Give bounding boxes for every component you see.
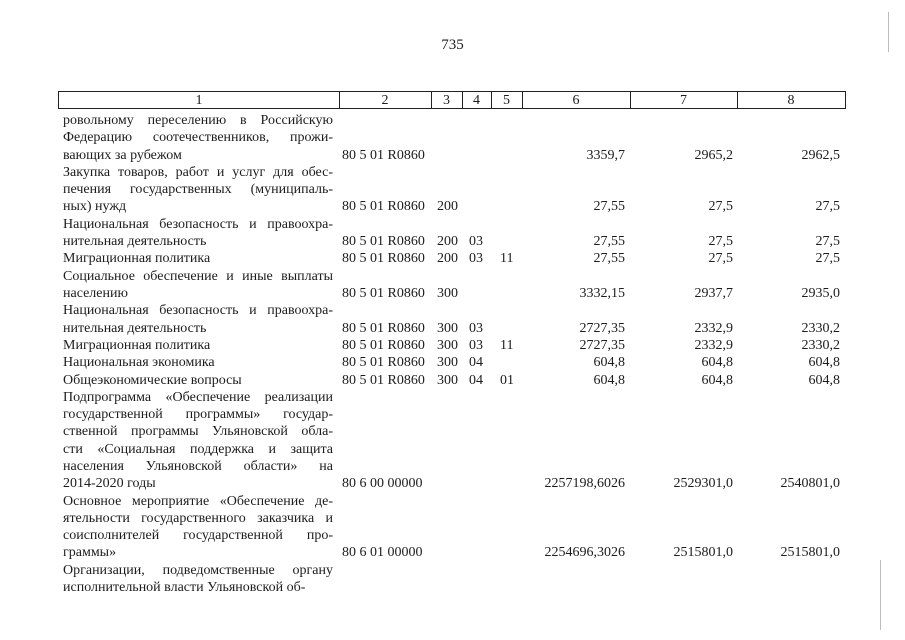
code-cell: 80 5 01 R0860	[342, 320, 425, 336]
value-2021-cell: 2540801,0	[780, 476, 840, 492]
value-2019-cell: 604,8	[593, 372, 625, 388]
value-2021-cell: 2962,5	[801, 147, 840, 163]
value-2020-cell: 2332,9	[694, 337, 733, 353]
value-2020-cell: 604,8	[701, 355, 733, 371]
code-cell: 80 6 00 00000	[342, 476, 423, 492]
row-name-line: населения Ульяновской области» на	[63, 458, 333, 474]
row-name-line: Основное мероприятие «Обеспечение де-	[63, 493, 333, 509]
table-row	[0, 337, 905, 354]
code-cell: 80 5 01 R0860	[342, 234, 425, 250]
row-name-line: печения государственных (муниципаль-	[63, 182, 333, 198]
table-row	[0, 302, 905, 337]
value-2020-cell: 27,5	[708, 251, 733, 267]
table-row	[0, 354, 905, 371]
row-name-line: населению	[63, 285, 128, 301]
table-row	[0, 268, 905, 303]
row-name-line: 2014-2020 годы	[63, 476, 156, 492]
value-2021-cell: 2515801,0	[780, 545, 840, 561]
value-2021-cell: 27,5	[815, 199, 840, 215]
row-name-line: вающих за рубежом	[63, 147, 182, 163]
header-col-4: 4	[473, 93, 480, 108]
col3-cell: 300	[437, 372, 458, 388]
row-name-line: Закупка товаров, работ и услуг для обес-	[63, 164, 333, 180]
row-name-line: граммы»	[63, 545, 117, 561]
table-row	[0, 562, 905, 597]
row-name-line: Миграционная политика	[63, 251, 211, 267]
value-2021-cell: 604,8	[808, 372, 840, 388]
value-2021-cell: 604,8	[808, 355, 840, 371]
table-row	[0, 372, 905, 389]
value-2020-cell: 2529301,0	[673, 476, 733, 492]
row-name-line: ственной программы Ульяновской обла-	[63, 424, 333, 440]
col3-cell: 300	[437, 320, 458, 336]
page-number: 735	[441, 37, 464, 53]
value-2019-cell: 2257198,6026	[544, 476, 625, 492]
header-col-5: 5	[503, 93, 510, 108]
row-name-line: ятельности государственного заказчика и	[63, 510, 333, 526]
value-2019-cell: 2727,35	[579, 320, 625, 336]
value-2020-cell: 2515801,0	[673, 545, 733, 561]
value-2021-cell: 27,5	[815, 234, 840, 250]
value-2019-cell: 27,55	[593, 199, 625, 215]
row-name-line: соисполнителей государственной про-	[63, 528, 333, 544]
table-row	[0, 216, 905, 251]
col4-cell: 03	[469, 251, 483, 267]
col3-cell: 200	[437, 251, 458, 267]
header-col-1: 1	[195, 93, 203, 108]
code-cell: 80 6 01 00000	[342, 545, 423, 561]
value-2021-cell: 2330,2	[801, 337, 840, 353]
value-2020-cell: 2965,2	[694, 147, 733, 163]
row-name-line: Подпрограмма «Обеспечение реализации	[63, 389, 333, 405]
value-2019-cell: 3332,15	[579, 285, 625, 301]
table-row	[0, 112, 905, 164]
header-col-3: 3	[443, 93, 450, 108]
code-cell: 80 5 01 R0860	[342, 251, 425, 267]
value-2019-cell: 604,8	[593, 355, 625, 371]
code-cell: 80 5 01 R0860	[342, 355, 425, 371]
table-row	[0, 389, 905, 493]
code-cell: 80 5 01 R0860	[342, 147, 425, 163]
row-name-line: ных) нужд	[63, 199, 127, 215]
table-row	[0, 164, 905, 216]
value-2020-cell: 27,5	[708, 234, 733, 250]
col3-cell: 300	[437, 285, 458, 301]
value-2019-cell: 2254696,3026	[544, 545, 625, 561]
row-name-line: Национальная экономика	[63, 355, 215, 371]
row-name-line: сти «Социальная поддержка и защита	[63, 441, 333, 457]
col4-cell: 03	[469, 234, 483, 250]
table-header	[58, 91, 846, 109]
value-2019-cell: 27,55	[593, 251, 625, 267]
value-2021-cell: 2935,0	[801, 285, 840, 301]
code-cell: 80 5 01 R0860	[342, 285, 425, 301]
col5-cell: 11	[500, 251, 514, 267]
header-col-8: 8	[787, 93, 795, 108]
header-col-2: 2	[381, 93, 389, 108]
code-cell: 80 5 01 R0860	[342, 372, 425, 388]
value-2020-cell: 2937,7	[694, 285, 733, 301]
col5-cell: 01	[500, 372, 514, 388]
row-name-line: Организации, подведомственные органу	[63, 562, 333, 578]
value-2019-cell: 27,55	[593, 234, 625, 250]
row-name-line: Миграционная политика	[63, 337, 211, 353]
col4-cell: 03	[469, 320, 483, 336]
header-col-7: 7	[680, 93, 687, 108]
col3-cell: 300	[437, 337, 458, 353]
row-name-line: исполнительной власти Ульяновской об-	[63, 580, 306, 596]
row-name-line: Общеэкономические вопросы	[63, 372, 242, 388]
row-name-line: нительная деятельность	[63, 234, 207, 250]
col3-cell: 200	[437, 234, 458, 250]
value-2019-cell: 3359,7	[586, 147, 625, 163]
col4-cell: 04	[469, 355, 483, 371]
row-name-line: Федерацию соотечественников, прожи-	[63, 130, 333, 146]
table-row	[0, 493, 905, 562]
value-2020-cell: 604,8	[701, 372, 733, 388]
code-cell: 80 5 01 R0860	[342, 199, 425, 215]
col5-cell: 11	[500, 337, 514, 353]
header-col-6: 6	[572, 93, 580, 108]
scan-margin-line	[888, 12, 889, 52]
value-2021-cell: 27,5	[815, 251, 840, 267]
row-name-line: Национальная безопасность и правоохра-	[63, 216, 333, 232]
col4-cell: 03	[469, 337, 483, 353]
row-name-line: Социальное обеспечение и иные выплаты	[63, 268, 333, 284]
col3-cell: 200	[437, 199, 458, 215]
value-2019-cell: 2727,35	[579, 337, 625, 353]
code-cell: 80 5 01 R0860	[342, 337, 425, 353]
row-name-line: Национальная безопасность и правоохра-	[63, 303, 333, 319]
table-row	[0, 250, 905, 267]
value-2020-cell: 2332,9	[694, 320, 733, 336]
row-name-line: нительная деятельность	[63, 320, 207, 336]
col3-cell: 300	[437, 355, 458, 371]
row-name-line: ровольному переселению в Российскую	[63, 113, 333, 128]
scan-margin-line	[880, 560, 881, 630]
col4-cell: 04	[469, 372, 483, 388]
value-2021-cell: 2330,2	[801, 320, 840, 336]
row-name-line: государственной программы» государ-	[63, 407, 333, 423]
value-2020-cell: 27,5	[708, 199, 733, 215]
